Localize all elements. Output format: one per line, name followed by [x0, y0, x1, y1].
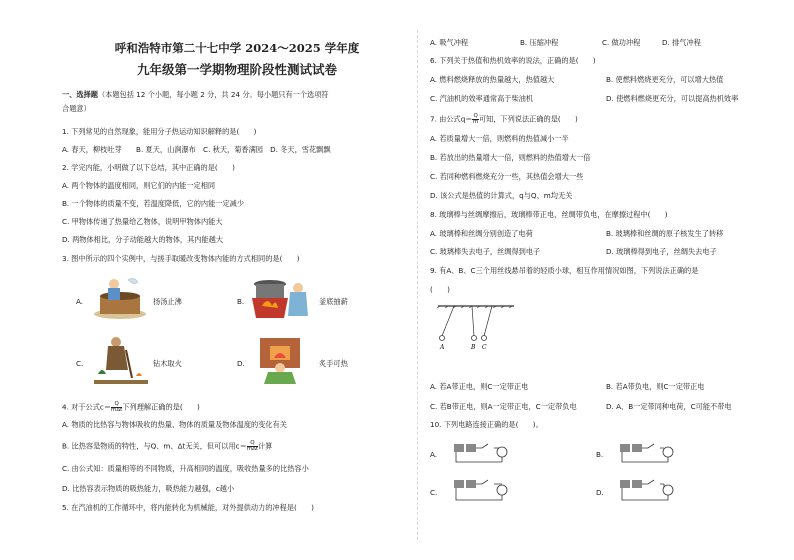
q4-option-d: D. 比热容表示物质的吸热能力，吸热能力越强，c越小 [62, 484, 235, 493]
q5-option-c: C. 做功冲程 [602, 38, 641, 47]
q4-option-b [62, 441, 272, 452]
q4-option-a: A. 物质的比热容与物体吸收的热量、物体的质量及物体温度的变化有关 [62, 420, 287, 429]
section-instr-line2: 合题意） [62, 104, 91, 113]
q3-letter-c: C. [76, 359, 84, 368]
q2-stem: 2. 学完内能，小明做了以下总结，其中正确的是( ) [62, 163, 235, 172]
q7-stem-suffix: 可知，下列说法正确的是( ) [478, 114, 578, 124]
q4-b-fraction-numerator: Q [247, 441, 258, 447]
q4-b-fraction-denominator: mΔt [246, 446, 259, 452]
stove-fire-illustration [248, 272, 312, 322]
q8-option-b: B. 玻璃棒和丝绸的原子核发生了转移 [606, 229, 724, 238]
q4-option-c: C. 由公式知：质量相等的不同物质，升高相同的温度，吸收热量多的比热容小 [62, 464, 309, 473]
circuit-b [616, 440, 686, 466]
q5-option-a: A. 吸气冲程 [430, 38, 469, 47]
q8-stem: 8. 玻璃棒与丝绸摩擦后，玻璃棒带正电，丝绸带负电，在摩擦过程中( ) [430, 210, 668, 219]
q6-option-a: A. 燃料燃烧释放的热量越大，热值越大 [430, 75, 555, 84]
q7-option-a: A. 若质量增大一倍，则燃料的热值减小一半 [430, 134, 569, 143]
warming-hands-illustration [252, 332, 308, 384]
q2-option-d: D. 两物体相比，分子动能越大的物体，其内能越大 [62, 235, 224, 244]
q3-stem: 3. 图中所示的四个实例中，与搓手取暖改变物体内能的方式相同的是( ) [62, 254, 300, 263]
q3-label-a: 扬汤止沸 [153, 297, 182, 306]
q6-option-d: D. 使燃料燃烧更充分，可以提高热机效率 [606, 94, 739, 103]
section-instr-line1: （本题包括 12 个小题，每小题 2 分，共 24 分。每小题只有一个选项符 [97, 90, 329, 99]
q4-formula-fraction [111, 402, 122, 413]
q3-label-c: 钻木取火 [153, 359, 182, 368]
q7-option-b: B. 若放出的热量增大一倍，则燃料的热值增大一倍 [430, 153, 591, 162]
q7-fraction-numerator: Q [473, 113, 478, 119]
q4-stem-prefix: 4. 对于公式c＝ [62, 402, 112, 412]
q5-option-b: B. 压缩冲程 [520, 38, 559, 47]
q5-option-d: D. 排气冲程 [662, 38, 701, 47]
q4-stem-suffix: 下列理解正确的是( ) [122, 402, 200, 412]
q9-option-d: D. A、B一定带同种电荷，C可能不带电 [606, 402, 732, 411]
ball-label-a: A [440, 344, 445, 351]
q7-option-d: D. 该公式是热值的计算式，q与Q、m均无关 [430, 191, 573, 200]
q1-options: A. 春天，柳枝吐芽 B. 夏天，山涧瀑布 C. 秋天，菊香满园 D. 冬天，雪花飘飘 [62, 145, 331, 154]
q4-stem [62, 402, 200, 413]
q7-stem [430, 114, 578, 125]
q2-option-a: A. 两个物体的温度相同，则它们的内能一定相同 [62, 181, 216, 190]
q7-stem-prefix: 7. 由公式q＝ [430, 114, 473, 124]
q3-letter-b: B. [237, 297, 245, 306]
q10-letter-a: A. [430, 450, 438, 459]
q8-option-a: A. 玻璃棒和丝绸分别创造了电荷 [430, 229, 533, 238]
circuit-c [450, 476, 520, 504]
q9-option-b: B. 若A带负电，则C一定带正电 [606, 382, 705, 391]
exam-title: 九年级第一学期物理阶段性测试试卷 [136, 62, 337, 77]
left-column [62, 0, 412, 560]
q3-label-d: 炙手可热 [319, 359, 348, 368]
ball-label-c: C [482, 344, 487, 351]
hanging-balls-figure [436, 302, 516, 354]
q3-label-b: 釜底抽薪 [319, 297, 348, 306]
ball-label-b: B [471, 344, 476, 351]
school-title: 呼和浩特市第二十七中学 2024～2025 学年度 [114, 41, 360, 55]
q9-option-c: C. 若B带正电，则A一定带正电，C一定带负电 [430, 402, 577, 411]
q3-letter-a: A. [76, 297, 84, 306]
q10-letter-b: B. [596, 450, 604, 459]
q4-fraction-numerator: Q [111, 402, 122, 408]
q10-letter-d: D. [596, 488, 604, 497]
circuit-a [450, 440, 520, 466]
section-instruction [62, 90, 329, 99]
drill-wood-fire-illustration [92, 334, 150, 384]
q6-option-b: B. 使燃料燃烧更充分，可以增大热值 [606, 75, 724, 84]
q10-letter-c: C. [430, 488, 438, 497]
q6-option-c: C. 汽油机的效率通常高于柴油机 [430, 94, 534, 103]
q9-stem-bracket: ( ) [430, 285, 450, 294]
q3-letter-d: D. [237, 359, 245, 368]
q8-option-d: D. 玻璃棒得到电子，丝绸失去电子 [606, 247, 717, 256]
q9-option-a: A. 若A带正电，则C一定带正电 [430, 382, 529, 391]
right-column [426, 0, 776, 560]
section-heading: 一、选择题 [62, 90, 98, 99]
q4-option-b-prefix: B. 比热容是物质的特性，与Q、m、Δt无关，但可以用c＝ [62, 441, 247, 451]
q7-fraction-denominator: m [472, 119, 479, 125]
q1-stem: 1. 下列常见的自然现象，能用分子热运动知识解释的是( ) [62, 127, 257, 136]
circuit-d [616, 476, 686, 504]
q7-option-c: C. 若同种燃料燃烧充分一些，其热值会增大一些 [430, 172, 584, 181]
q2-option-c: C. 甲物体传递了热量给乙物体，说明甲物体内能大 [62, 217, 223, 226]
q5-stem: 5. 在汽油机的工作循环中，将内能转化为机械能，对外提供动力的冲程是( ) [62, 503, 314, 512]
q4-option-b-suffix: 计算 [258, 441, 273, 451]
q4-fraction-denominator: mΔt [111, 407, 123, 413]
q10-stem: 10. 下列电路连接正确的是( )。 [430, 420, 543, 429]
q2-option-b: B. 一个物体的质量不变，若温度降低，它的内能一定减少 [62, 199, 245, 208]
soup-pot-illustration [92, 274, 150, 320]
q6-stem: 6. 下列关于热值和热机效率的说法，正确的是( ) [430, 56, 596, 65]
q9-stem: 9. 有A、B、C三个用丝线悬吊着的轻质小球，相互作用情况如图，下列说法正确的是 [430, 266, 699, 275]
q4-option-b-fraction [247, 441, 258, 452]
column-divider [417, 30, 418, 540]
q8-option-c: C. 玻璃棒失去电子，丝绸得到电子 [430, 247, 541, 256]
